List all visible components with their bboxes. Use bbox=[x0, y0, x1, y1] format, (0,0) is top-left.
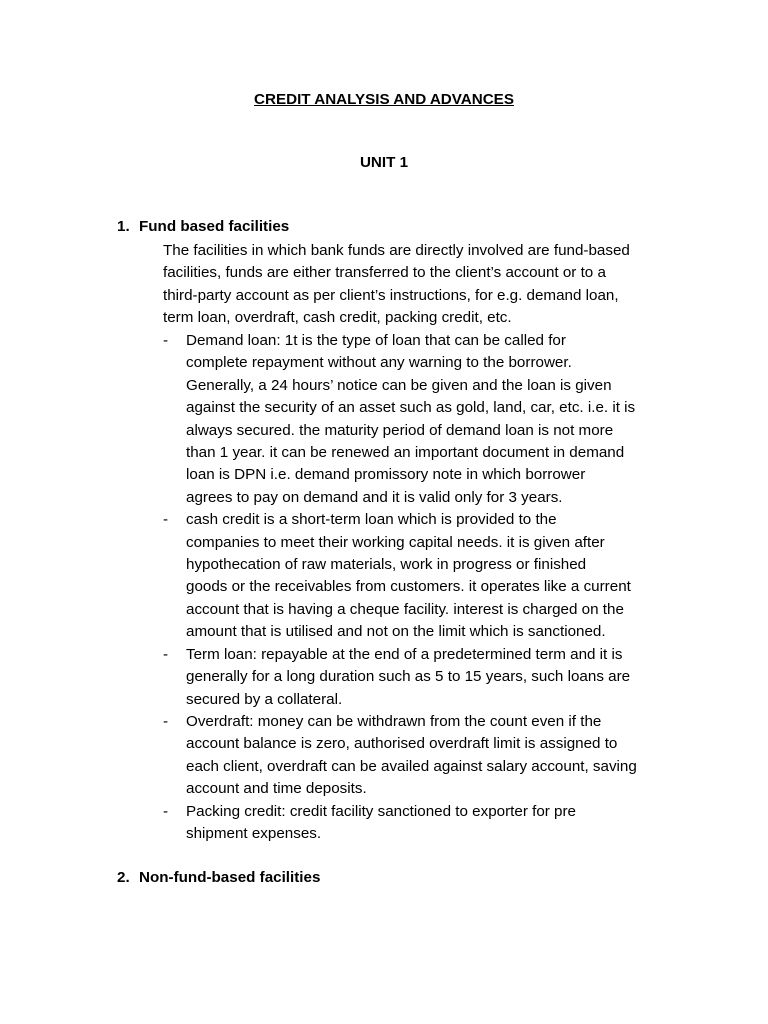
bullet-cash-credit bbox=[163, 509, 683, 643]
bullet-overdraft bbox=[163, 711, 683, 801]
bullet-line: secured by a collateral. bbox=[186, 690, 343, 708]
bullet-line: companies to meet their working capital needs. it is given after bbox=[186, 533, 605, 551]
bullet-line: each client, overdraft can be availed against salary account, saving bbox=[186, 757, 637, 775]
bullet-line: account balance is zero, authorised overdraft limit is assigned to bbox=[186, 735, 618, 753]
bullet-dash: - bbox=[163, 712, 169, 730]
paragraph-line: term loan, overdraft, cash credit, packing credit, etc. bbox=[163, 309, 512, 327]
facility-bullet-list bbox=[163, 330, 683, 845]
bullet-packing-credit bbox=[163, 801, 683, 846]
bullet-line: Term loan: repayable at the end of a predetermined term and it is bbox=[186, 645, 623, 663]
bullet-line: Overdraft: money can be withdrawn from the count even if the bbox=[186, 712, 602, 730]
paragraph-line: facilities, funds are either transferred to the client’s account or to a bbox=[163, 264, 606, 282]
bullet-line: Demand loan: 1t is the type of loan that can be called for bbox=[186, 332, 566, 349]
bullet-line: generally for a long duration such as 5 to 15 years, such loans are bbox=[186, 668, 631, 686]
section-heading-text: Non-fund-based facilities bbox=[139, 869, 321, 886]
bullet-line: amount that is utilised and not on the limit which is sanctioned. bbox=[186, 623, 606, 641]
bullet-dash: - bbox=[163, 802, 169, 820]
bullet-dash: - bbox=[163, 332, 169, 349]
bullet-line: account and time deposits. bbox=[186, 780, 367, 798]
bullet-line: complete repayment without any warning to the borrower. bbox=[186, 354, 572, 372]
bullet-demand-loan bbox=[163, 330, 683, 509]
bullet-line: Generally, a 24 hours’ notice can be given and the loan is given bbox=[186, 376, 612, 394]
bullet-line: agrees to pay on demand and it is valid only for 3 years. bbox=[186, 488, 563, 506]
bullet-line: cash credit is a short-term loan which is provided to the bbox=[186, 511, 557, 529]
bullet-dash: - bbox=[163, 511, 169, 529]
section-intro-paragraph bbox=[163, 240, 683, 330]
bullet-line: than 1 year. it can be renewed an important document in demand bbox=[186, 444, 625, 462]
bullet-term-loan bbox=[163, 644, 683, 711]
bullet-line: loan is DPN i.e. demand promissory note in which borrower bbox=[186, 466, 586, 484]
bullet-line: Packing credit: credit facility sanctioned to exporter for pre bbox=[186, 802, 576, 820]
unit-title: UNIT 1 bbox=[359, 154, 409, 171]
section-heading-text: Fund based facilities bbox=[139, 218, 290, 235]
document-title: CREDIT ANALYSIS AND ADVANCES bbox=[254, 91, 514, 108]
bullet-dash: - bbox=[163, 645, 169, 663]
section-number: 1. bbox=[117, 218, 130, 235]
section-heading-non-fund-based bbox=[117, 868, 320, 888]
bullet-line: always secured. the maturity period of demand loan is not more bbox=[186, 421, 614, 439]
paragraph-line: third-party account as per client’s instructions, for e.g. demand loan, bbox=[163, 286, 619, 304]
bullet-line: hypothecation of raw materials, work in progress or finished bbox=[186, 556, 587, 574]
section-heading-fund-based bbox=[117, 217, 289, 237]
bullet-line: goods or the receivables from customers. it operates like a current bbox=[186, 578, 631, 596]
bullet-line: account that is having a cheque facility. interest is charged on the bbox=[186, 600, 624, 618]
section-number: 2. bbox=[117, 869, 130, 886]
paragraph-line: The facilities in which bank funds are directly involved are fund-based bbox=[163, 242, 630, 259]
bullet-line: shipment expenses. bbox=[186, 824, 322, 842]
bullet-line: against the security of an asset such as gold, land, car, etc. i.e. it is bbox=[186, 399, 636, 417]
